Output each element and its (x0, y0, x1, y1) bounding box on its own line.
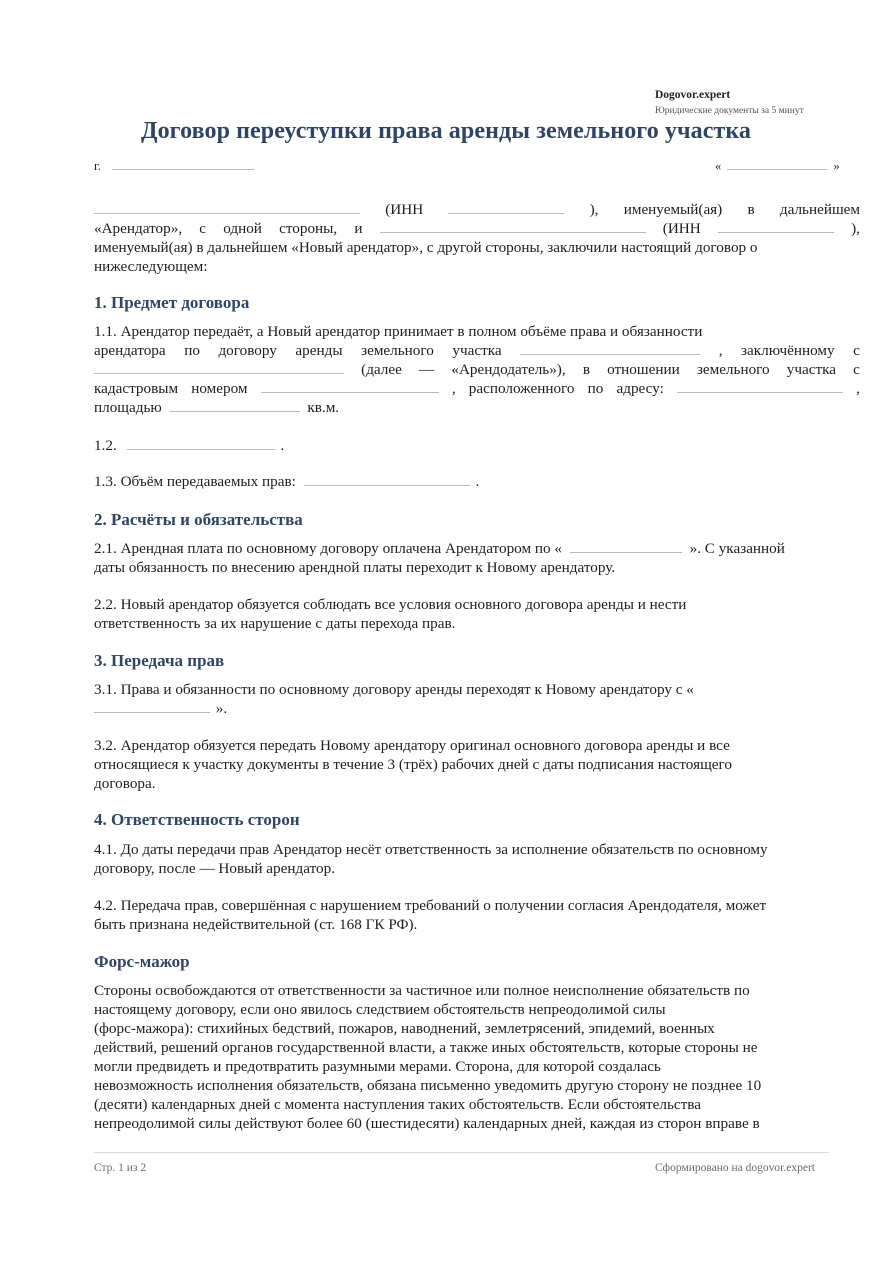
text-fragment: 1.3. Объём передаваемых прав: (94, 473, 296, 490)
place-line (94, 156, 254, 174)
brand-name: Dogovor.expert (655, 89, 731, 101)
brand-block (655, 88, 804, 118)
clause-1-2-blank (127, 436, 275, 450)
text-fragment: с (853, 361, 860, 378)
text-fragment: ), (589, 201, 599, 218)
intro-line-2 (94, 219, 860, 238)
text-fragment: в (747, 201, 755, 218)
clause-line: 4.2. Передача прав, совершённая с нарушением требований о получении согласия Арендодателя, может (94, 897, 767, 914)
text-fragment: ». С указанной (689, 540, 785, 557)
document-title: Договор переуступки права аренды земельного участка (140, 118, 752, 144)
text-fragment: . (280, 437, 285, 454)
text-fragment: участка (452, 342, 502, 359)
text-fragment: , (856, 380, 860, 397)
text-fragment: (далее (361, 361, 402, 378)
clause-line: 2.2. Новый арендатор обязуется соблюдать все условия основного договора аренды и нести (94, 596, 687, 613)
section-1-heading: 1. Предмет договора (94, 293, 250, 312)
text-fragment: . (475, 473, 480, 490)
force-majeure-paragraph (94, 981, 860, 1133)
intro-line-4: нижеследующем: (94, 258, 208, 275)
text-fragment: адресу: (616, 380, 664, 397)
footer-generated-note: Сформировано на dogovor.expert (655, 1162, 815, 1174)
paragraph-line: настоящему договору, если оно явилось следствием обстоятельств непреодолимой силы (94, 1001, 666, 1018)
text-fragment: с (199, 220, 207, 237)
text-fragment: кадастровым (94, 380, 179, 397)
text-fragment: одной (223, 220, 262, 237)
clause-line (94, 360, 860, 379)
section-2-heading: 2. Расчёты и обязательства (94, 510, 303, 529)
inn-label: (ИНН (662, 220, 701, 237)
section-4-heading: 4. Ответственность сторон (94, 810, 300, 829)
clause-line: договору, после — Новый арендатор. (94, 860, 335, 877)
clause-line: 3.1. Права и обязанности по основному договору аренды переходят к Новому арендатору с « (94, 681, 694, 698)
intro-line-3: именуемый(ая) в дальнейшем «Новый арендатор», с другой стороны, заключили настоящий договор о (94, 239, 758, 256)
text-fragment: заключённому (741, 342, 835, 359)
paragraph-line: Стороны освобождаются от ответственности за частичное или полное неисполнение обязательств по (94, 982, 750, 999)
clause-1-3 (94, 472, 860, 491)
clause-line: даты обязанность по внесению арендной платы переходит к Новому арендатору. (94, 559, 616, 576)
cadastral-number-blank (261, 379, 439, 393)
section-force-majeure-heading: Форс-мажор (94, 952, 190, 971)
footer-divider (94, 1152, 829, 1153)
text-fragment: расположенного (468, 380, 575, 397)
clause-4-2 (94, 896, 860, 934)
clause-line (94, 398, 860, 417)
text-fragment: участка (786, 361, 836, 378)
text-fragment: дальнейшем (779, 201, 860, 218)
payment-date-blank (570, 539, 682, 553)
clause-3-2 (94, 736, 860, 793)
text-fragment: номером (191, 380, 248, 397)
clause-2-2 (94, 595, 860, 633)
text-fragment: именуемый(ая) (623, 201, 723, 218)
text-fragment: кв.м. (307, 399, 340, 416)
brand-tagline: Юридические документы за 5 минут (655, 106, 804, 116)
text-fragment: «Арендодатель»), (451, 361, 566, 378)
inn-label: (ИНН (385, 201, 424, 218)
text-fragment: ), (851, 220, 860, 237)
clause-4-1 (94, 840, 860, 878)
text-fragment: и (354, 220, 363, 237)
text-fragment: — (419, 361, 435, 378)
inn-1-blank (448, 200, 564, 214)
clause-line (94, 699, 860, 718)
paragraph-line: (форс-мажора): стихийных бедствий, пожаров, наводнений, землетрясений, эпидемий, военных (94, 1020, 715, 1037)
clause-line: ответственность за их нарушение с даты перехода прав. (94, 615, 456, 632)
text-fragment: договору (218, 342, 277, 359)
city-blank (112, 156, 254, 170)
text-fragment: площадью (94, 399, 162, 416)
address-blank (677, 379, 843, 393)
intro-line-1 (94, 200, 860, 219)
place-prefix: г. (94, 159, 101, 173)
paragraph-line: невозможность исполнения обязательств, обязана письменно уведомить другую сторону не позднее 10 (94, 1077, 762, 1094)
page-number: Стр. 1 из 2 (94, 1162, 147, 1174)
clause-line: договора. (94, 775, 156, 792)
text-fragment: земельного (696, 361, 770, 378)
clause-line: относящиеся к участку документы в течение 3 (трёх) рабочих дней с даты подписания настоящего (94, 756, 732, 773)
text-fragment: по (587, 380, 604, 397)
intro-paragraph (94, 200, 860, 276)
paragraph-line: (десяти) календарных дней с момента наступления таких обстоятельств. Если обстоятельства (94, 1096, 702, 1113)
lease-contract-blank (520, 341, 700, 355)
text-fragment: в (582, 361, 590, 378)
party-2-blank (380, 219, 646, 233)
date-open-quote: « (715, 159, 722, 173)
rights-scope-blank (304, 472, 470, 486)
clause-line (94, 341, 860, 360)
clause-line: 1.1. Арендатор передаёт, а Новый арендатор принимает в полном объёме права и обязанности (94, 323, 703, 340)
transfer-date-blank (94, 699, 210, 713)
paragraph-line: действий, решений органов государственной власти, а также иных обстоятельств, которые стороны не (94, 1039, 758, 1056)
text-fragment: , (451, 380, 456, 397)
clause-1-2 (94, 436, 860, 455)
clause-line: 3.2. Арендатор обязуется передать Новому арендатору оригинал основного договора аренды и все (94, 737, 730, 754)
paragraph-line: непреодолимой силы действуют более 60 (шестидесяти) календарных дней, каждая из сторон вправе в (94, 1115, 760, 1132)
text-fragment: стороны, (279, 220, 338, 237)
text-fragment: 2.1. Арендная плата по основному договору оплачена Арендатором по « (94, 540, 562, 557)
clause-line (94, 379, 860, 398)
text-fragment: земельного (361, 342, 434, 359)
text-fragment: , (718, 342, 723, 359)
text-fragment: по (184, 342, 200, 359)
date-blank (727, 156, 827, 170)
inn-2-blank (718, 219, 834, 233)
clause-line: 4.1. До даты передачи прав Арендатор несёт ответственность за исполнение обязательств по основному (94, 841, 768, 858)
text-fragment: 1.2. (94, 437, 117, 454)
text-fragment: отношении (607, 361, 680, 378)
text-fragment: «Арендатор», (94, 220, 183, 237)
clause-3-1 (94, 680, 860, 718)
clause-1-1 (94, 322, 860, 417)
text-fragment: ». (215, 700, 228, 717)
date-line (715, 156, 840, 174)
clause-line: быть признана недействительной (ст. 168 ГК РФ). (94, 916, 418, 933)
party-1-blank (94, 200, 360, 214)
paragraph-line: могли предвидеть и предотвратить разумными мерами. Сторона, для которой создалась (94, 1058, 661, 1075)
area-blank (170, 398, 300, 412)
lessor-blank (94, 360, 344, 374)
text-fragment: аренды (295, 342, 343, 359)
date-close-quote: » (833, 159, 840, 173)
text-fragment: с (853, 342, 860, 359)
section-3-heading: 3. Передача прав (94, 651, 225, 670)
clause-line (94, 539, 880, 558)
text-fragment: арендатора (94, 342, 166, 359)
clause-2-1 (94, 539, 880, 577)
